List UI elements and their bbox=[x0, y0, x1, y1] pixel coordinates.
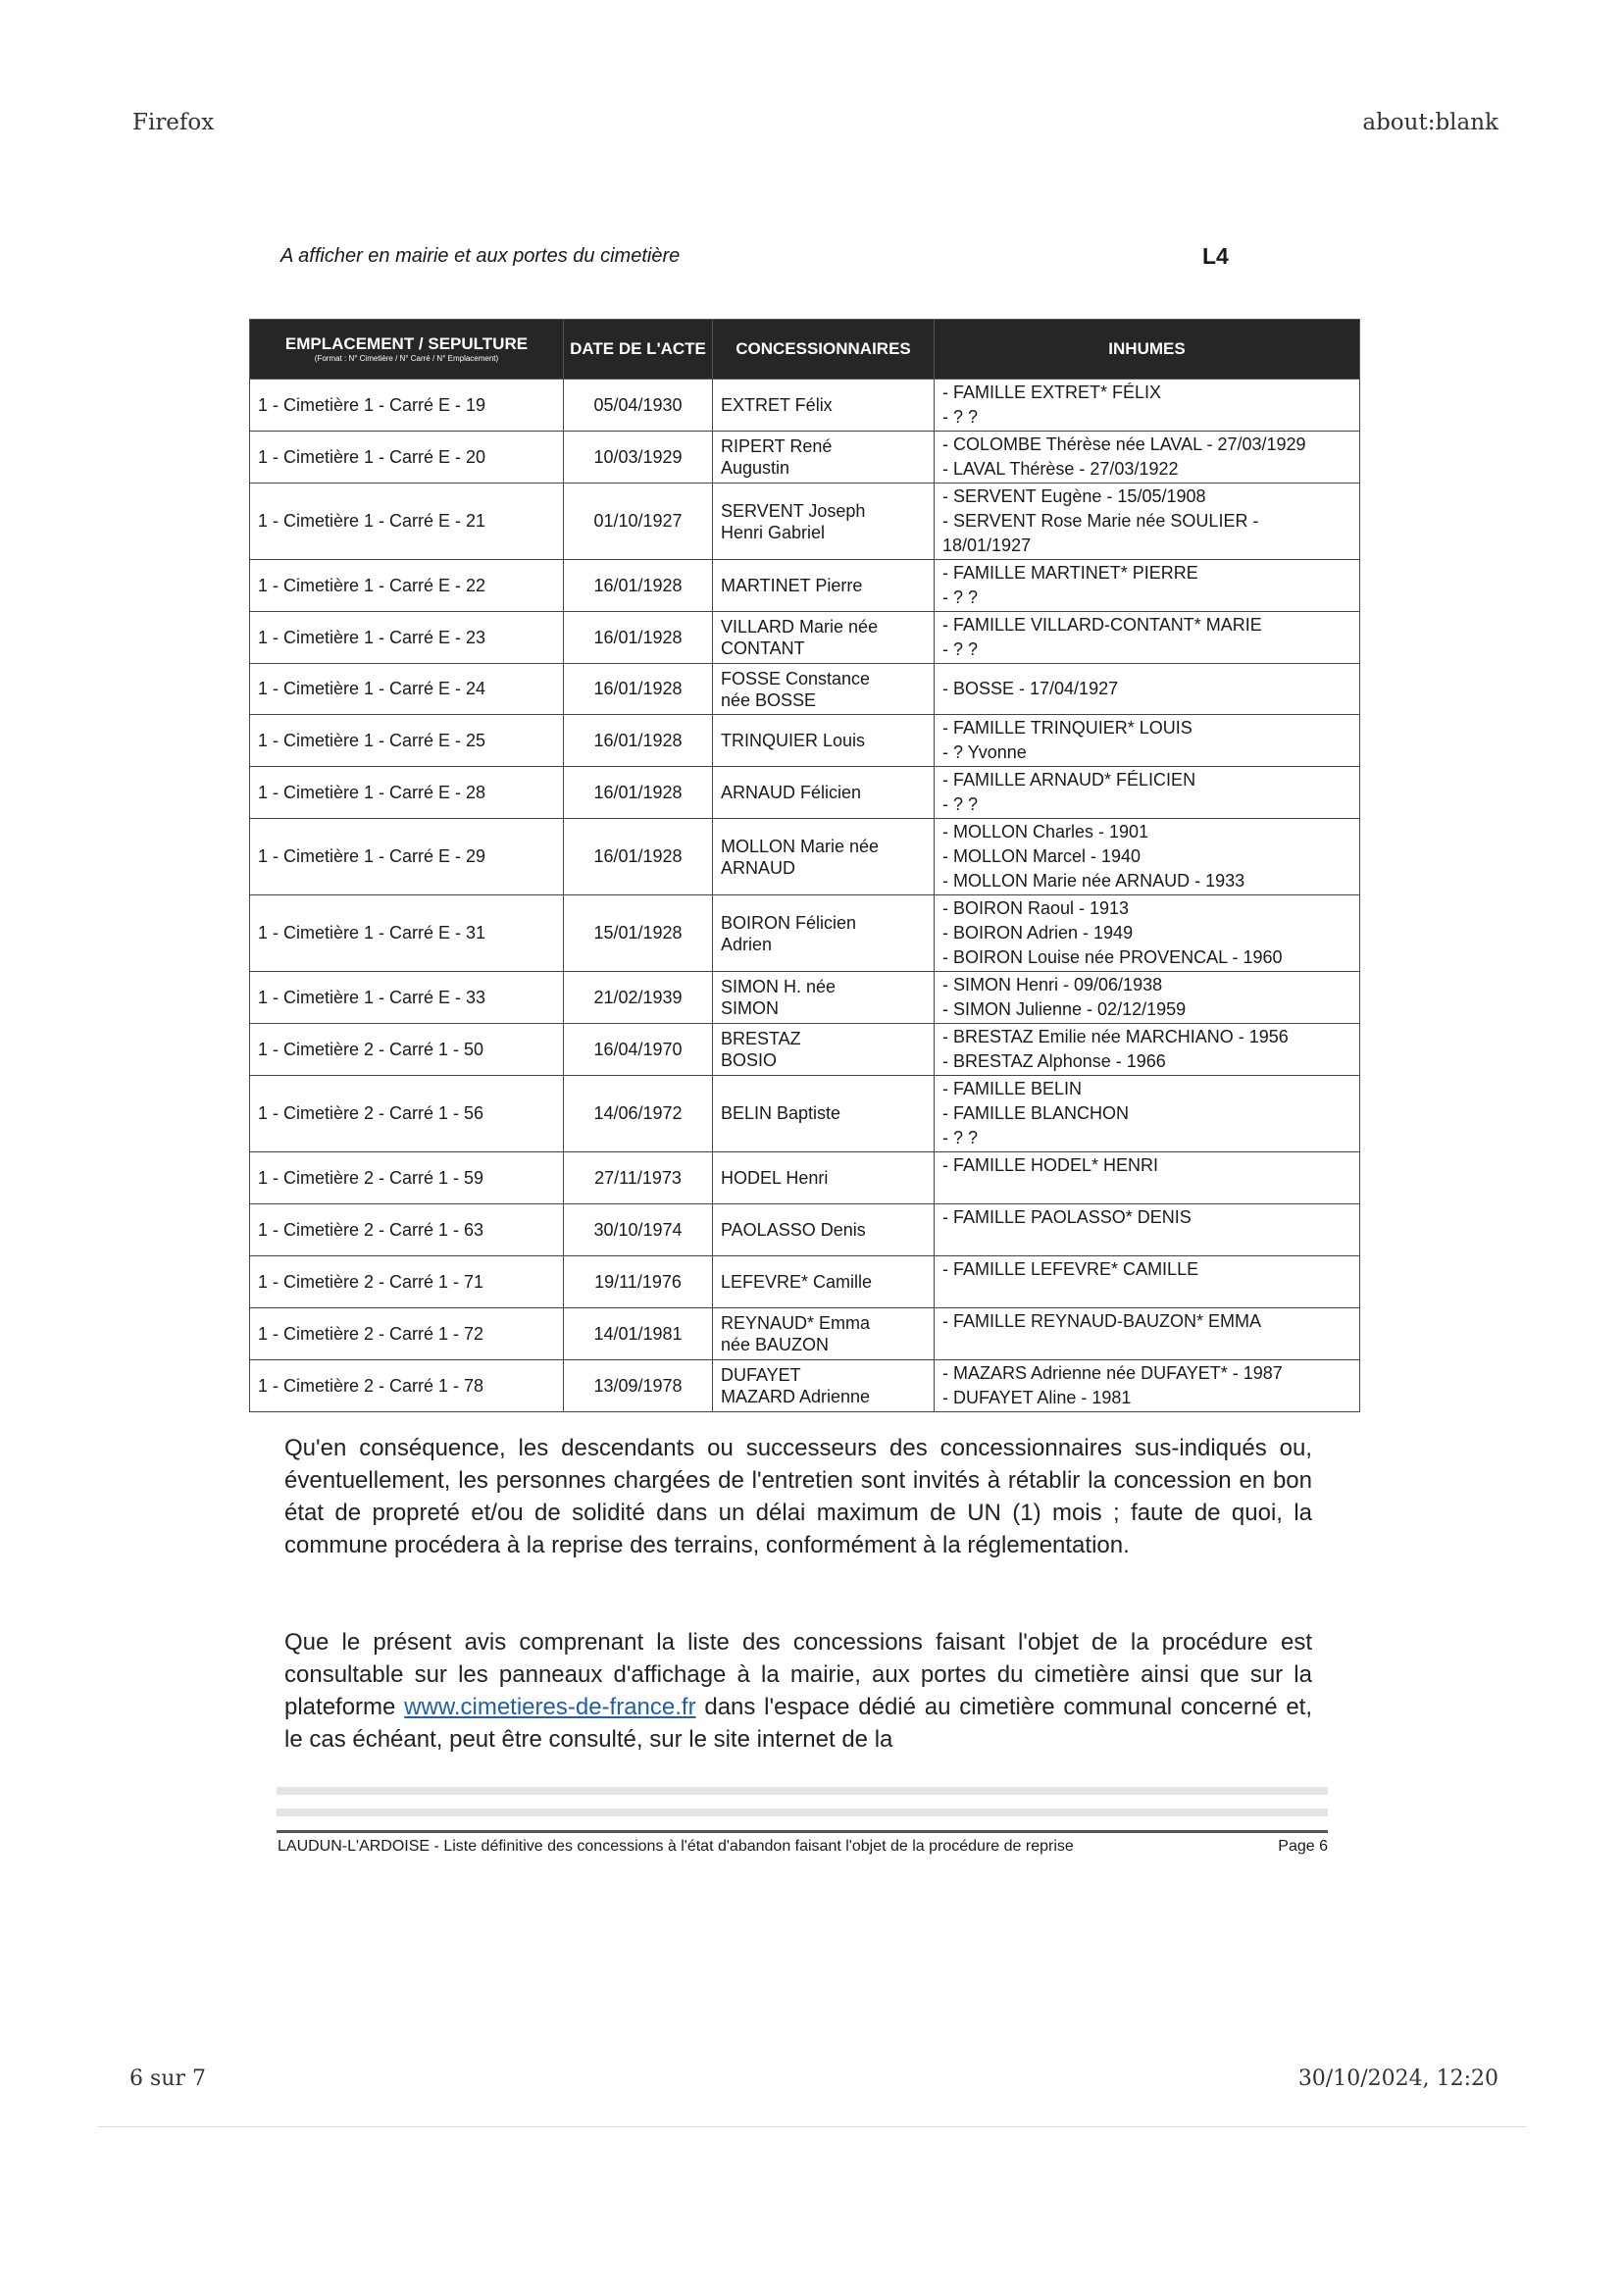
cell-buried bbox=[935, 972, 1360, 1024]
cell-location: 1 - Cimetière 2 - Carré 1 - 71 bbox=[250, 1256, 564, 1308]
cell-date: 05/04/1930 bbox=[564, 380, 713, 432]
buried-line: - ? ? bbox=[942, 639, 979, 659]
cell-buried bbox=[935, 560, 1360, 612]
holder-line: MARTINET Pierre bbox=[721, 575, 863, 595]
header-location bbox=[250, 320, 564, 380]
cell-holders bbox=[713, 1024, 935, 1076]
buried-line: - BOIRON Adrien - 1949 bbox=[942, 923, 1134, 943]
paragraph-consequence: Qu'en conséquence, les descendants ou successeurs des concessionnaires sus-indiqués ou, éventuellement, les personnes chargées de l'entretien sont invités à rétablir la concession en bon état de propreté et/ou de solidité dans un délai maximum de UN (1) mois ; faute de quoi, la commune procédera à la reprise des terrains, conformément à la réglementation. bbox=[284, 1435, 1312, 1558]
cell-holders bbox=[713, 972, 935, 1024]
paragraph-consultation bbox=[284, 1626, 1312, 1756]
table-row bbox=[250, 1360, 1360, 1412]
page-url: about:blank bbox=[1362, 110, 1498, 135]
table-row bbox=[250, 895, 1360, 972]
buried-line: - BOIRON Louise née PROVENCAL - 1960 bbox=[942, 947, 1283, 967]
buried-line: - FAMILLE VILLARD-CONTANT* MARIE bbox=[942, 615, 1262, 635]
holder-line: EXTRET Félix bbox=[721, 394, 833, 415]
buried-line bbox=[942, 1282, 1351, 1306]
buried-line: - COLOMBE Thérèse née LAVAL - 27/03/1929 bbox=[942, 434, 1306, 454]
buried-line: - ? ? bbox=[942, 1128, 979, 1147]
holder-line: TRINQUIER Louis bbox=[721, 730, 866, 750]
buried-line bbox=[942, 1230, 1351, 1254]
cell-location: 1 - Cimetière 1 - Carré E - 31 bbox=[250, 895, 564, 972]
print-page-count: 6 sur 7 bbox=[129, 2066, 206, 2091]
cell-location: 1 - Cimetière 2 - Carré 1 - 72 bbox=[250, 1308, 564, 1360]
buried-line: - ? ? bbox=[942, 407, 979, 427]
holder-line: née BAUZON bbox=[721, 1335, 830, 1354]
table-row bbox=[250, 1204, 1360, 1256]
buried-line: - FAMILLE BLANCHON bbox=[942, 1103, 1130, 1123]
buried-line: - ? Yvonne bbox=[942, 742, 1027, 762]
header-location-format: (Format : N° Cimetière / N° Carré / N° Emplacement) bbox=[314, 353, 499, 363]
cell-date: 01/10/1927 bbox=[564, 484, 713, 560]
table-row bbox=[250, 664, 1360, 715]
table-row bbox=[250, 1076, 1360, 1152]
table-row bbox=[250, 432, 1360, 484]
cell-holders bbox=[713, 767, 935, 819]
buried-line: - BOSSE - 17/04/1927 bbox=[942, 679, 1119, 698]
cell-date: 16/01/1928 bbox=[564, 715, 713, 767]
document-footer-title bbox=[278, 1838, 1074, 1856]
header-location-label: EMPLACEMENT / SEPULTURE bbox=[284, 333, 529, 353]
cell-location: 1 - Cimetière 1 - Carré E - 22 bbox=[250, 560, 564, 612]
buried-line bbox=[942, 1178, 1351, 1202]
posting-notice: A afficher en mairie et aux portes du cimetière bbox=[280, 245, 681, 267]
cell-buried bbox=[935, 380, 1360, 432]
cell-location: 1 - Cimetière 2 - Carré 1 - 78 bbox=[250, 1360, 564, 1412]
cell-location: 1 - Cimetière 1 - Carré E - 25 bbox=[250, 715, 564, 767]
concessions-table bbox=[249, 319, 1360, 1412]
cell-location: 1 - Cimetière 1 - Carré E - 23 bbox=[250, 612, 564, 664]
buried-line: - DUFAYET Aline - 1981 bbox=[942, 1388, 1132, 1407]
buried-line: - FAMILLE MARTINET* PIERRE bbox=[942, 563, 1198, 583]
cell-date: 10/03/1929 bbox=[564, 432, 713, 484]
header-date: DATE DE L'ACTE bbox=[564, 320, 713, 380]
cell-location: 1 - Cimetière 1 - Carré E - 20 bbox=[250, 432, 564, 484]
table-body bbox=[250, 380, 1360, 1412]
cell-buried bbox=[935, 664, 1360, 715]
cell-buried bbox=[935, 1308, 1360, 1360]
paragraph-consultation-start: Que le présent avis comprenant la liste des concessions faisant l'objet de la procédure est consultable sur les panneaux d'affichage à la mairie, aux portes du cimetière ainsi que sur la plateforme bbox=[284, 1629, 1312, 1720]
buried-line: - FAMILLE BELIN bbox=[942, 1079, 1083, 1098]
buried-line: - MOLLON Charles - 1901 bbox=[942, 822, 1149, 841]
holder-line: MOLLON Marie née bbox=[721, 836, 880, 856]
buried-line: - BRESTAZ Alphonse - 1966 bbox=[942, 1051, 1166, 1071]
holder-line: Henri Gabriel bbox=[721, 522, 826, 542]
cell-location: 1 - Cimetière 1 - Carré E - 33 bbox=[250, 972, 564, 1024]
cell-buried bbox=[935, 715, 1360, 767]
holder-line: ARNAUD bbox=[721, 857, 796, 878]
cell-location: 1 - Cimetière 2 - Carré 1 - 59 bbox=[250, 1152, 564, 1204]
table-row bbox=[250, 484, 1360, 560]
cell-holders bbox=[713, 612, 935, 664]
holder-line: CONTANT bbox=[721, 638, 805, 658]
buried-line: - FAMILLE PAOLASSO* DENIS bbox=[942, 1207, 1192, 1227]
cell-date: 16/01/1928 bbox=[564, 612, 713, 664]
cell-location: 1 - Cimetière 1 - Carré E - 28 bbox=[250, 767, 564, 819]
buried-line: - MOLLON Marcel - 1940 bbox=[942, 846, 1142, 866]
cell-location: 1 - Cimetière 2 - Carré 1 - 50 bbox=[250, 1024, 564, 1076]
cimetieres-link[interactable]: www.cimetieres-de-france.fr bbox=[404, 1694, 696, 1720]
cell-date: 30/10/1974 bbox=[564, 1204, 713, 1256]
buried-line: - FAMILLE EXTRET* FÉLIX bbox=[942, 382, 1162, 402]
holder-line: PAOLASSO Denis bbox=[721, 1219, 866, 1240]
buried-line: - SIMON Julienne - 02/12/1959 bbox=[942, 999, 1187, 1019]
holder-line: BRESTAZ bbox=[721, 1029, 801, 1048]
cell-location: 1 - Cimetière 1 - Carré E - 29 bbox=[250, 819, 564, 895]
table-row bbox=[250, 767, 1360, 819]
holder-line: BELIN Baptiste bbox=[721, 1103, 841, 1123]
cell-date: 15/01/1928 bbox=[564, 895, 713, 972]
document-page-number: Page 6 bbox=[1278, 1838, 1328, 1855]
buried-line: - SERVENT Eugène - 15/05/1908 bbox=[942, 486, 1206, 506]
buried-line: - SERVENT Rose Marie née SOULIER - bbox=[942, 511, 1259, 531]
table-row bbox=[250, 1256, 1360, 1308]
cell-buried bbox=[935, 767, 1360, 819]
cell-holders bbox=[713, 664, 935, 715]
buried-line: - FAMILLE ARNAUD* FÉLICIEN bbox=[942, 770, 1196, 790]
holder-line: HODEL Henri bbox=[721, 1167, 829, 1188]
table-row bbox=[250, 380, 1360, 432]
table-row bbox=[250, 1024, 1360, 1076]
buried-line: - ? ? bbox=[942, 794, 979, 814]
cell-buried bbox=[935, 1152, 1360, 1204]
cell-buried bbox=[935, 1204, 1360, 1256]
table-row bbox=[250, 1152, 1360, 1204]
print-datetime: 30/10/2024, 12:20 bbox=[1297, 2066, 1498, 2091]
holder-line: SIMON bbox=[721, 998, 780, 1018]
list-reference: L4 bbox=[1202, 243, 1229, 269]
cell-buried bbox=[935, 1024, 1360, 1076]
footer-commune: LAUDUN-L'ARDOISE bbox=[278, 1838, 431, 1855]
table-row bbox=[250, 819, 1360, 895]
holder-line: REYNAUD* Emma bbox=[721, 1313, 871, 1333]
buried-line: - MOLLON Marie née ARNAUD - 1933 bbox=[942, 871, 1245, 891]
cell-date: 14/01/1981 bbox=[564, 1308, 713, 1360]
cell-holders bbox=[713, 895, 935, 972]
buried-line: - BRESTAZ Emilie née MARCHIANO - 1956 bbox=[942, 1027, 1289, 1046]
holder-line: FOSSE Constance bbox=[721, 668, 871, 688]
cell-location: 1 - Cimetière 1 - Carré E - 19 bbox=[250, 380, 564, 432]
buried-line: - SIMON Henri - 09/06/1938 bbox=[942, 975, 1163, 994]
holder-line: RIPERT René bbox=[721, 436, 833, 456]
cell-date: 14/06/1972 bbox=[564, 1076, 713, 1152]
cell-location: 1 - Cimetière 1 - Carré E - 21 bbox=[250, 484, 564, 560]
table-header-row bbox=[250, 320, 1360, 380]
buried-line: - LAVAL Thérèse - 27/03/1922 bbox=[942, 459, 1179, 479]
holder-line: Augustin bbox=[721, 458, 790, 478]
holder-line: BOIRON Félicien bbox=[721, 912, 857, 933]
table-row bbox=[250, 560, 1360, 612]
cell-date: 19/11/1976 bbox=[564, 1256, 713, 1308]
buried-line: - BOIRON Raoul - 1913 bbox=[942, 898, 1130, 918]
cell-date: 16/01/1928 bbox=[564, 664, 713, 715]
holder-line: BOSIO bbox=[721, 1050, 778, 1070]
cell-date: 16/01/1928 bbox=[564, 767, 713, 819]
cell-holders bbox=[713, 1308, 935, 1360]
cell-holders bbox=[713, 1076, 935, 1152]
header-buried: INHUMES bbox=[935, 320, 1360, 380]
browser-name: Firefox bbox=[132, 110, 215, 135]
cell-buried bbox=[935, 819, 1360, 895]
faded-copyright-line bbox=[277, 1809, 1328, 1816]
cell-date: 16/01/1928 bbox=[564, 819, 713, 895]
buried-line: 18/01/1927 bbox=[942, 535, 1032, 555]
cell-buried bbox=[935, 1256, 1360, 1308]
cell-buried bbox=[935, 1360, 1360, 1412]
table-row bbox=[250, 972, 1360, 1024]
cell-location: 1 - Cimetière 1 - Carré E - 24 bbox=[250, 664, 564, 715]
cell-buried bbox=[935, 484, 1360, 560]
cell-location: 1 - Cimetière 2 - Carré 1 - 56 bbox=[250, 1076, 564, 1152]
buried-line: - FAMILLE TRINQUIER* LOUIS bbox=[942, 718, 1193, 738]
buried-line bbox=[942, 1334, 1351, 1358]
holder-line: SERVENT Joseph bbox=[721, 500, 866, 521]
holder-line: SIMON H. née bbox=[721, 977, 837, 996]
table-row bbox=[250, 1308, 1360, 1360]
cell-holders bbox=[713, 1256, 935, 1308]
cell-buried bbox=[935, 612, 1360, 664]
print-footer-rule bbox=[98, 2126, 1526, 2127]
header-holders: CONCESSIONNAIRES bbox=[713, 320, 935, 380]
cell-holders bbox=[713, 560, 935, 612]
footer-title: - Liste définitive des concessions à l'état d'abandon faisant l'objet de la procédure de reprise bbox=[430, 1838, 1074, 1855]
cell-holders bbox=[713, 715, 935, 767]
buried-line: - MAZARS Adrienne née DUFAYET* - 1987 bbox=[942, 1363, 1283, 1383]
cell-date: 27/11/1973 bbox=[564, 1152, 713, 1204]
cell-date: 16/04/1970 bbox=[564, 1024, 713, 1076]
cell-date: 21/02/1939 bbox=[564, 972, 713, 1024]
cell-date: 16/01/1928 bbox=[564, 560, 713, 612]
table-row bbox=[250, 715, 1360, 767]
buried-line: - ? ? bbox=[942, 587, 979, 607]
buried-line: - FAMILLE LEFEVRE* CAMILLE bbox=[942, 1259, 1199, 1279]
holder-line: Adrien bbox=[721, 934, 773, 954]
cell-holders bbox=[713, 1204, 935, 1256]
cell-location: 1 - Cimetière 2 - Carré 1 - 63 bbox=[250, 1204, 564, 1256]
holder-line: DUFAYET bbox=[721, 1365, 801, 1385]
cell-holders bbox=[713, 1152, 935, 1204]
faded-copyright-line bbox=[277, 1787, 1328, 1795]
cell-date: 13/09/1978 bbox=[564, 1360, 713, 1412]
holder-line: née BOSSE bbox=[721, 689, 817, 710]
holder-line: ARNAUD Félicien bbox=[721, 782, 862, 802]
cell-holders bbox=[713, 484, 935, 560]
holder-line: LEFEVRE* Camille bbox=[721, 1271, 873, 1292]
holder-line: MAZARD Adrienne bbox=[721, 1387, 871, 1406]
cell-holders bbox=[713, 819, 935, 895]
cell-holders bbox=[713, 1360, 935, 1412]
cell-buried bbox=[935, 895, 1360, 972]
buried-line: - FAMILLE HODEL* HENRI bbox=[942, 1155, 1159, 1175]
paragraph-consultation-end: dans l'espace dédié au cimetière communal concerné et, le cas échéant, peut être consulté, sur le site internet de la bbox=[284, 1694, 1313, 1753]
cell-holders bbox=[713, 432, 935, 484]
cell-buried bbox=[935, 1076, 1360, 1152]
holder-line: VILLARD Marie née bbox=[721, 617, 879, 637]
cell-buried bbox=[935, 432, 1360, 484]
buried-line: - FAMILLE REYNAUD-BAUZON* EMMA bbox=[942, 1311, 1262, 1331]
table-row bbox=[250, 612, 1360, 664]
cell-holders bbox=[713, 380, 935, 432]
document-footer-rule bbox=[277, 1830, 1328, 1833]
